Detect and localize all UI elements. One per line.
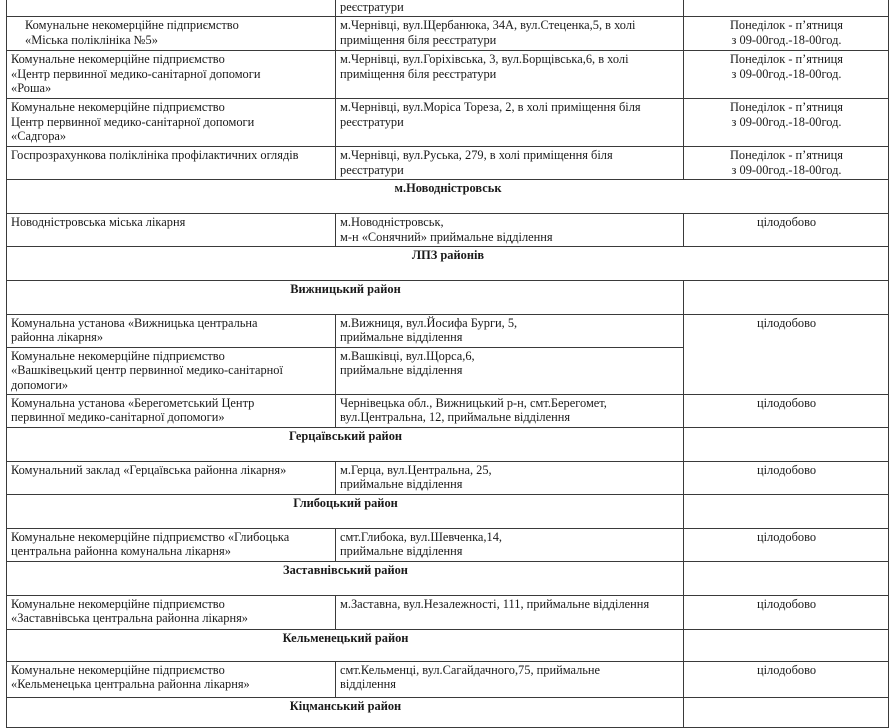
region-header-row	[7, 494, 889, 528]
hours-cell	[684, 0, 889, 17]
cell-line: Понеділок - п’ятниця	[729, 52, 844, 67]
region-title-text: Заставнівський район	[283, 562, 408, 577]
section-header-row	[7, 180, 889, 214]
cell-line: м.Чернівці, вул.Моріса Тореза, 2, в холі приміщення біля	[340, 100, 641, 115]
cell-line: Комунальна установа «Вижницька центральна	[11, 316, 258, 331]
address-cell	[336, 0, 684, 17]
cell-line: Центр первинної медико-санітарної допомоги	[11, 114, 255, 129]
section-title	[7, 180, 889, 214]
hours-cell	[684, 315, 889, 395]
facility-name-cell	[7, 661, 336, 697]
cell-line: Комунальне некомерційне підприємство	[11, 348, 225, 363]
table-row	[7, 214, 889, 247]
cell-line: смт.Кельменці, вул.Сагайдачного,75, приймальне	[340, 662, 601, 677]
cell-line: допомоги»	[11, 377, 69, 392]
hours-cell	[684, 661, 889, 697]
cell-line: з 09-00год.-18-00год.	[731, 66, 842, 81]
facility-name-cell	[7, 347, 336, 394]
facility-name-cell	[7, 595, 336, 629]
cell-line: цілодобово	[756, 462, 817, 477]
table-row	[7, 17, 889, 51]
table-row	[7, 528, 889, 561]
cell-line: Комунальне некомерційне підприємство	[11, 52, 225, 67]
facility-name-cell	[7, 315, 336, 348]
cell-line: Понеділок - п’ятниця	[729, 18, 844, 33]
hours-cell	[684, 395, 889, 428]
cell-line: «Роша»	[11, 81, 52, 96]
cell-line: «Міська поліклініка №5»	[25, 32, 158, 47]
region-header-row	[7, 629, 889, 661]
cell-line: м.Чернівці, вул.Щербанюка, 34А, вул.Стеценка,5, в холі	[340, 18, 636, 33]
hours-cell	[684, 147, 889, 180]
address-cell	[336, 315, 684, 348]
hospital-schedule-table	[6, 0, 889, 728]
hours-cell	[684, 595, 889, 629]
cell-line: приймальне відділення	[340, 544, 463, 559]
cell-line: з 09-00год.-18-00год.	[731, 162, 842, 177]
cell-line: смт.Глибока, вул.Шевченка,14,	[340, 529, 503, 544]
cell-line: приміщення біля реєстратури	[340, 66, 497, 81]
address-cell	[336, 595, 684, 629]
cell-line: м.Герца, вул.Центральна, 25,	[340, 462, 492, 477]
facility-name-cell	[7, 528, 336, 561]
address-cell	[336, 347, 684, 394]
region-title	[7, 427, 684, 461]
cell-line: м.Чернівці, вул.Руська, 279, в холі приміщення біля	[340, 148, 613, 163]
cell-line: «Вашківецький центр первинної медико-санітарної	[11, 363, 283, 378]
hours-cell	[684, 17, 889, 51]
address-cell	[336, 214, 684, 247]
table-body	[7, 0, 889, 727]
cell-line: «Садгора»	[11, 129, 67, 144]
cell-line: відділення	[340, 676, 396, 691]
region-header-row	[7, 427, 889, 461]
address-cell	[336, 99, 684, 147]
cell-line: Новодністровська міська лікарня	[11, 215, 186, 230]
cell-line: Комунальне некомерційне підприємство	[11, 100, 225, 115]
table-row	[7, 461, 889, 494]
facility-name-cell	[7, 51, 336, 99]
table-row	[7, 395, 889, 428]
cell-line: Комунальне некомерційне підприємство	[25, 18, 239, 33]
cell-line: центральна районна комунальна лікарня»	[11, 544, 231, 559]
address-cell	[336, 147, 684, 180]
table-row	[7, 147, 889, 180]
region-title-text: Кіцманський район	[289, 698, 402, 713]
address-cell	[336, 17, 684, 51]
table-row	[7, 595, 889, 629]
facility-name-cell	[7, 147, 336, 180]
region-header-row	[7, 561, 889, 595]
table-row	[7, 0, 889, 17]
cell-line: Чернівецька обл., Вижницький р-н, смт.Берегомет,	[340, 396, 607, 411]
section-header-row	[7, 247, 889, 281]
cell-line: м.Новодністровськ,	[340, 215, 444, 230]
hours-cell	[684, 214, 889, 247]
cell-line: цілодобово	[756, 215, 817, 230]
address-cell	[336, 528, 684, 561]
table-row	[7, 661, 889, 697]
cell-line: цілодобово	[756, 396, 817, 411]
facility-name-cell	[7, 0, 336, 17]
cell-line: приміщення біля реєстратури	[340, 32, 497, 47]
facility-name-cell	[7, 99, 336, 147]
cell-line: вул.Центральна, 12, приймальне відділення	[340, 410, 571, 425]
cell-line: «Заставнівська центральна районна лікарня»	[11, 610, 249, 625]
address-cell	[336, 661, 684, 697]
cell-line: реєстратури	[340, 162, 404, 177]
section-title	[7, 247, 889, 281]
region-title	[7, 629, 684, 661]
region-title-text: Кельменецький район	[282, 630, 409, 645]
cell-line: цілодобово	[756, 529, 817, 544]
cell-line: м-н «Сонячний» приймальне відділення	[340, 229, 553, 244]
region-title	[7, 494, 684, 528]
cell-line: м.Вижниця, вул.Йосифа Бурги, 5,	[340, 316, 518, 331]
region-title	[7, 281, 684, 315]
cell-line: приймальне відділення	[340, 363, 463, 378]
facility-name-cell	[7, 17, 336, 51]
table-row	[7, 51, 889, 99]
cell-line: цілодобово	[756, 596, 817, 611]
cell-line: м.Вашківці, вул.Щорса,6,	[340, 348, 475, 363]
cell-line: Комунальне некомерційне підприємство «Глибоцька	[11, 529, 290, 544]
facility-name-cell	[7, 461, 336, 494]
cell-line: первинної медико-санітарної допомоги»	[11, 410, 225, 425]
cell-line: приймальне відділення	[340, 330, 463, 345]
empty-cell	[684, 494, 889, 528]
address-cell	[336, 461, 684, 494]
section-title-text: ЛПЗ районів	[411, 248, 485, 263]
cell-line: цілодобово	[756, 316, 817, 331]
region-title-text: Герцаївський район	[288, 428, 403, 443]
facility-name-cell	[7, 214, 336, 247]
cell-line: Комунальна установа «Берегометський Центр	[11, 396, 255, 411]
cell-line: цілодобово	[756, 662, 817, 677]
cell-line: приймальне відділення	[340, 477, 463, 492]
section-title-text: м.Новодністровськ	[394, 181, 502, 196]
cell-line: Понеділок - п’ятниця	[729, 100, 844, 115]
cell-line: Комунальне некомерційне підприємство	[11, 662, 225, 677]
empty-cell	[684, 629, 889, 661]
cell-line: районна лікарня»	[11, 330, 104, 345]
cell-line: «Кельменецька центральна районна лікарня»	[11, 676, 250, 691]
empty-cell	[684, 561, 889, 595]
cell-line: «Центр первинної медико-санітарної допомоги	[11, 66, 261, 81]
table-row	[7, 315, 889, 348]
region-title	[7, 561, 684, 595]
region-title-text: Вижницький район	[290, 282, 401, 297]
cell-line: з 09-00год.-18-00год.	[731, 32, 842, 47]
cell-line: реєстратури	[340, 114, 404, 129]
cell-line: м.Чернівці, вул.Горіхівська, 3, вул.Борщівська,6, в холі	[340, 52, 629, 67]
hours-cell	[684, 528, 889, 561]
address-cell	[336, 395, 684, 428]
facility-name-cell	[7, 395, 336, 428]
hours-cell	[684, 99, 889, 147]
region-header-row	[7, 281, 889, 315]
hours-cell	[684, 461, 889, 494]
cell-line: Комунальне некомерційне підприємство	[11, 596, 225, 611]
region-title-text: Глибоцький район	[293, 495, 398, 510]
address-cell	[336, 51, 684, 99]
hours-cell	[684, 51, 889, 99]
cell-line: м.Заставна, вул.Незалежності, 111, приймальне відділення	[340, 596, 650, 611]
cell-line: Понеділок - п’ятниця	[729, 148, 844, 163]
table-row	[7, 99, 889, 147]
cell-line: з 09-00год.-18-00год.	[731, 114, 842, 129]
cell-line: Госпрозрахункова поліклініка профілактичних оглядів	[11, 148, 299, 163]
cell-line: Комунальний заклад «Герцаївська районна лікарня»	[11, 462, 287, 477]
empty-cell	[684, 427, 889, 461]
empty-cell	[684, 281, 889, 315]
cell-line: реєстратури	[340, 0, 404, 14]
